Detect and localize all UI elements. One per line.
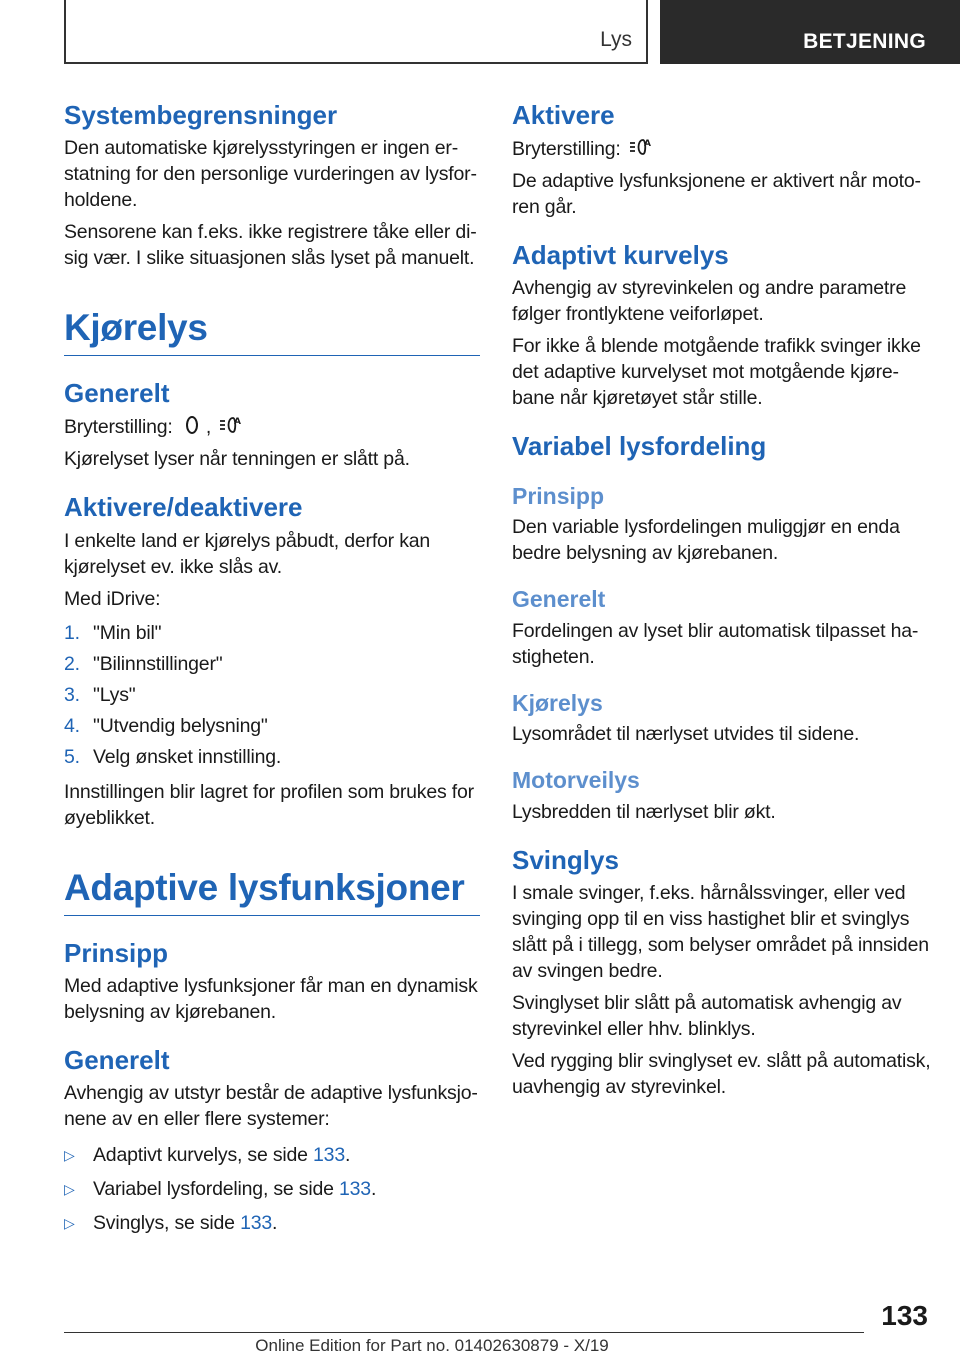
list-item bbox=[64, 1172, 480, 1206]
switch-label: Bryterstilling: bbox=[64, 416, 173, 439]
heading-adaptive-lysfunksjoner: Adaptive lysfunksjoner bbox=[64, 867, 480, 916]
paragraph: Med adaptive lysfunksjoner får man en dynamisk belysning av kjørebanen. bbox=[64, 974, 478, 1023]
list-number: 2. bbox=[64, 652, 80, 675]
paragraph: Ved rygging blir svinglyset ev. slått på automatisk, uavhengig av styrevinkel. bbox=[512, 1050, 931, 1099]
list-item bbox=[64, 649, 480, 680]
paragraph: De adaptive lysfunksjonene er aktivert når motoren går. bbox=[512, 170, 921, 219]
automatic-headlight-icon bbox=[218, 413, 242, 437]
list-text: Variabel lysfordeling, se side bbox=[93, 1177, 339, 1200]
heading-systembegrensninger: Systembegrensninger bbox=[64, 100, 338, 130]
footer-divider bbox=[64, 1332, 864, 1333]
heading-kjorelys: Kjørelys bbox=[64, 307, 480, 356]
left-column bbox=[64, 100, 480, 1246]
systems-list bbox=[64, 1138, 480, 1240]
paragraph: Innstillingen blir lagret for profilen som brukes for øyeblikket. bbox=[64, 780, 474, 829]
right-column bbox=[512, 100, 932, 1106]
switch-position-line bbox=[64, 413, 480, 440]
header-chapter-tab bbox=[660, 0, 960, 64]
svg-text:A: A bbox=[234, 417, 242, 428]
heading-kjorelys: Kjørelys bbox=[512, 689, 603, 716]
heading-adaptivt-kurvelys: Adaptivt kurvelys bbox=[512, 240, 729, 271]
idrive-steps-list bbox=[64, 618, 480, 773]
paragraph: Kjørelyset lyser når tenningen er slått på. bbox=[64, 448, 410, 471]
list-number: 5. bbox=[64, 745, 80, 768]
heading-generelt: Generelt bbox=[64, 1044, 170, 1075]
paragraph: Fordelingen av lyset blir automatisk tilpasset hastigheten. bbox=[512, 619, 919, 668]
paragraph: I smale svinger, f.eks. hårnålssvinger, eller ved svinging opp til en viss hastighet blir et svinglys slått på i tillegg, som belyser området på innsiden av svingen bedre. bbox=[512, 882, 929, 983]
heading-prinsipp: Prinsipp bbox=[64, 937, 169, 968]
switch-separator: , bbox=[205, 416, 212, 439]
list-punct: . bbox=[344, 1143, 351, 1166]
list-text: Adaptivt kurvelys, se side bbox=[93, 1143, 314, 1166]
list-text: "Bilinnstillinger" bbox=[93, 652, 223, 675]
heading-motorveilys: Motorveilys bbox=[512, 767, 640, 794]
heading-variabel-lysfordeling: Variabel lysfordeling bbox=[512, 431, 767, 462]
list-text: Velg ønsket innstilling. bbox=[93, 745, 282, 768]
header-chapter-title: BETJENING bbox=[803, 30, 926, 53]
heading-aktivere: Aktivere bbox=[512, 100, 615, 130]
paragraph: Svinglyset blir slått på automatisk avhengig av styrevinkel eller hhv. blinklys. bbox=[512, 992, 902, 1041]
heading-generelt: Generelt bbox=[512, 586, 606, 613]
switch-label: Bryterstilling: bbox=[512, 138, 621, 161]
light-switch-off-icon bbox=[180, 413, 204, 437]
list-number: 3. bbox=[64, 683, 80, 706]
list-item bbox=[64, 680, 480, 711]
list-text: "Utvendig belysning" bbox=[93, 714, 268, 737]
paragraph: Den automatiske kjørelysstyringen er ingen erstatning for den personlige vurderingen av lysforholdene. bbox=[64, 137, 477, 212]
list-item bbox=[64, 742, 480, 773]
list-item bbox=[64, 1138, 480, 1172]
list-item bbox=[64, 1206, 480, 1240]
page-link[interactable]: 133 bbox=[240, 1211, 272, 1234]
paragraph: Avhengig av utstyr består de adaptive lysfunksjonene av en eller flere systemer: bbox=[64, 1081, 478, 1130]
triangle-bullet-icon: ▷ bbox=[64, 1180, 75, 1197]
paragraph: Lysbredden til nærlyset blir økt. bbox=[512, 800, 776, 823]
page-link[interactable]: 133 bbox=[339, 1177, 371, 1200]
list-punct: . bbox=[272, 1211, 278, 1234]
list-number: 1. bbox=[64, 621, 80, 644]
paragraph: Den variable lysfordelingen muliggjør en enda bedre belysning av kjørebanen. bbox=[512, 516, 900, 565]
page-number: 133 bbox=[881, 1300, 928, 1331]
page-link[interactable]: 133 bbox=[313, 1143, 345, 1166]
switch-position-line bbox=[512, 135, 932, 162]
triangle-bullet-icon: ▷ bbox=[64, 1146, 75, 1163]
header-section-title: Lys bbox=[600, 28, 632, 51]
paragraph: Avhengig av styrevinkelen og andre parametre følger frontlyktene veiforløpet. bbox=[512, 277, 907, 326]
paragraph: I enkelte land er kjørelys påbudt, derfor kan kjørelyset ev. ikke slås av. bbox=[64, 529, 431, 578]
paragraph: For ikke å blende motgående trafikk svinger ikke det adaptive kurvelyset mot motgående kjørebane når kjøretøyet står stille. bbox=[512, 335, 921, 410]
list-item bbox=[64, 618, 480, 649]
footer-edition-text: Online Edition for Part no. 01402630879 - X/19 bbox=[255, 1336, 609, 1355]
heading-svinglys: Svinglys bbox=[512, 844, 619, 875]
list-number: 4. bbox=[64, 714, 80, 737]
list-text: Svinglys, se side bbox=[93, 1211, 241, 1234]
list-text: "Lys" bbox=[93, 683, 136, 706]
list-punct: . bbox=[370, 1177, 377, 1200]
triangle-bullet-icon: ▷ bbox=[64, 1214, 75, 1231]
paragraph: Med iDrive: bbox=[64, 587, 161, 610]
list-item bbox=[64, 711, 480, 742]
paragraph: Lysområdet til nærlyset utvides til sidene. bbox=[512, 723, 860, 746]
svg-text:A: A bbox=[643, 139, 651, 150]
heading-prinsipp: Prinsipp bbox=[512, 482, 605, 509]
automatic-headlight-icon bbox=[628, 135, 652, 159]
heading-generelt: Generelt bbox=[64, 378, 170, 409]
paragraph: Sensorene kan f.eks. ikke registrere tåke eller disig vær. I slike situasjonen slås lyset på manuelt. bbox=[64, 221, 477, 270]
header-section-box bbox=[64, 0, 648, 64]
heading-aktivere-deaktivere: Aktivere/deaktivere bbox=[64, 492, 303, 523]
list-text: "Min bil" bbox=[93, 621, 162, 644]
